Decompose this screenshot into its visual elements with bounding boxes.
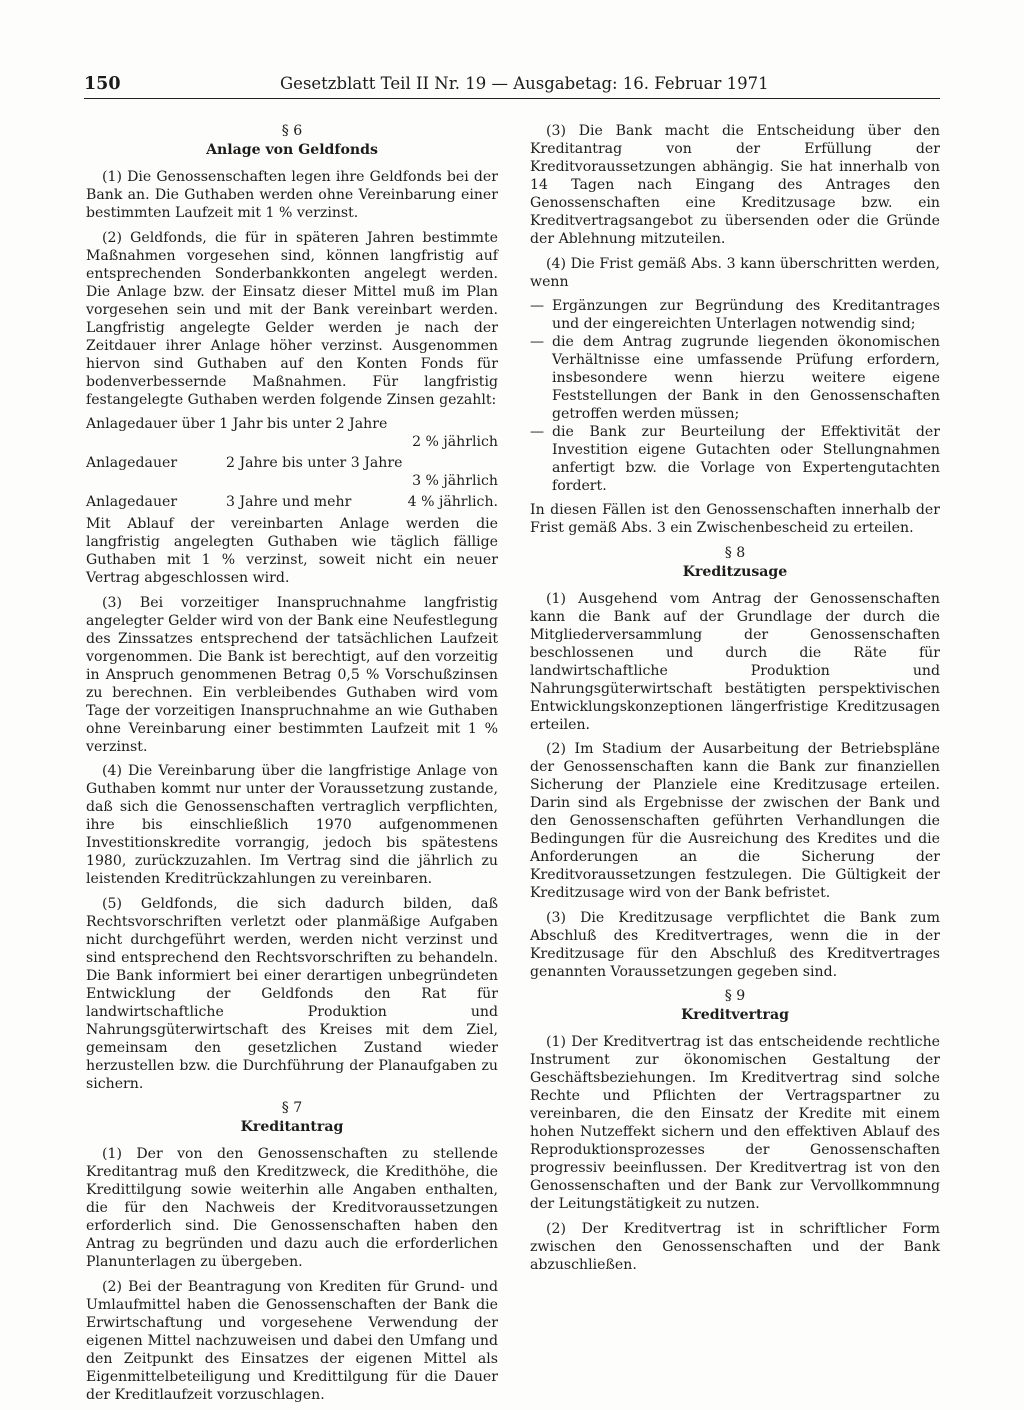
left-column — [86, 122, 498, 1410]
page-number: 150 — [84, 74, 121, 94]
s8-paragraph-2: (2) Im Stadium der Ausarbeitung der Betriebspläne der Genossenschaften kann die Bank zur finanziellen Sicherung der Planziele eine Kreditzusage erteilen. Darin sind als Ergebnisse der zwischen der Bank und den Genossenschaften geführten Verhandlungen die Bedingungen für die Ausreichung des Kredites und die Anforderungen an die Sicherung der Kreditvoraussetzungen festzulegen. Die Gültigkeit der Kreditzusage wird von der Bank befristet. — [530, 741, 940, 901]
s7-paragraph-5: In diesen Fällen ist den Genossenschaften innerhalb der Frist gemäß Abs. 3 ein Zwischenbescheid zu erteilen. — [530, 502, 940, 536]
rate-label: Anlagedauer — [86, 455, 178, 471]
list-item: — die dem Antrag zugrunde liegenden ökonomischen Verhältnisse eine umfassende Prüfung erfordern, insbesondere wenn hierzu weitere eigene Feststellungen der Bank in den Genossenschaften getroffen werden müssen; — [530, 333, 940, 423]
s7-paragraph-4: (4) Die Frist gemäß Abs. 3 kann überschritten werden, wenn — [530, 255, 940, 290]
rate-duration: Anlagedauer über 1 Jahr bis unter 2 Jahre — [86, 416, 388, 432]
rate-row — [86, 454, 498, 490]
section-7-title: Kreditantrag — [240, 1119, 344, 1135]
s8-paragraph-1: (1) Ausgehend vom Antrag der Genossenschaften kann die Bank auf der Grundlage der durch die Mitgliederversammlung der Genossenschaften beschlossenen und durch die Räte für landwirtschaftliche Produktion und Nahrungsgüterwirtschaft bestätigten perspektivischen Entwicklungskonzeptionen längerfristige Kreditzusagen erteilen. — [530, 590, 940, 733]
s7-paragraph-3: (3) Die Bank macht die Entscheidung über den Kreditantrag von der Erfüllung der Kreditvoraussetzungen abhängig. Sie hat innerhalb von 14 Tagen nach Eingang des Antrages den Genossenschaften eine Kreditzusage bzw. ein Kreditvertragsangebot zu übersenden oder die Gründe der Ablehnung mitzuteilen. — [530, 123, 940, 247]
section-9-title: Kreditvertrag — [681, 1007, 789, 1023]
s7-paragraph-2: (2) Bei der Beantragung von Krediten für Grund- und Umlaufmittel haben die Genossenschaften der Bank die Erwirtschaftung und vorgesehene Verwendung der eigenen Mittel nachzuweisen und dabei den Umfang und den Zeitpunkt des Einsatzes der eigenen Mittel als Eigenmittelbeteiligung und Kredittilgung für die Dauer der Kreditlaufzeit vorzuschlagen. — [86, 1278, 498, 1403]
interest-rate-table — [86, 415, 498, 511]
s6-paragraph-3: (3) Bei vorzeitiger Inanspruchnahme langfristig angelegter Gelder wird von der Bank eine Neufestlegung des Zinssatzes entsprechend der tatsächlichen Laufzeit vorgenommen. Die Bank ist berechtigt, auf den vorzeitig in Anspruch genommenen Betrag 0,5 % Vorschußzinsen zu berechnen. Ein verbleibendes Guthaben wird vom Tage der vorzeitigen Inanspruchnahme an wie Guthaben ohne Vereinbarung einer bestimmten Laufzeit mit 1 % verzinst. — [86, 594, 498, 755]
rate-label: Anlagedauer — [86, 494, 178, 510]
s6-paragraph-2-continued: Mit Ablauf der vereinbarten Anlage werden die langfristig angelegten Guthaben wie täglich fällige Guthaben mit 1 % verzinst, soweit nicht ein neuer Vertrag abgeschlossen wird. — [86, 516, 498, 586]
list-item: — Ergänzungen zur Begründung des Kreditantrages und der eingereichten Unterlagen notwendig sind; — [530, 297, 940, 333]
s9-paragraph-1: (1) Der Kreditvertrag ist das entscheidende rechtliche Instrument zur ökonomischen Gestaltung der Geschäftsbeziehungen. Im Kreditvertrag sind solche Rechte und Pflichten der Vertragspartner zu vereinbaren, die den Einsatz der Kredite mit einem hohen Nutzeffekt sichern und den effektiven Ablauf des Reproduktionsprozesses der Genossenschaften progressiv beeinflussen. Der Kreditvertrag ist von den Genossenschaften und der Bank zur Vervollkommnung der Leitungstätigkeit zu nutzen. — [530, 1034, 940, 1212]
rate-duration: 2 Jahre bis unter 3 Jahre — [226, 455, 403, 471]
rate-value: 4 % jährlich. — [407, 494, 498, 510]
rate-value: 3 % jährlich — [412, 473, 498, 489]
section-8-number: § 8 — [724, 544, 746, 561]
s6-paragraph-2: (2) Geldfonds, die für in späteren Jahren bestimmte Maßnahmen vorgesehen sind, können langfristig auf entsprechenden Sonderbankkonten angelegt werden. Die Anlage bzw. der Einsatz dieser Mittel muß im Plan vorgesehen sein und mit der Bank vereinbart werden. Langfristig angelegte Gelder werden je nach der Zeitdauer ihrer Anlage höher verzinst. Ausgenommen hiervon sind Guthaben auf den Konten Fonds für bodenverbessernde Maßnahmen. Für langfristig festangelegte Guthaben werden folgende Zinsen gezahlt: — [86, 229, 498, 408]
rate-row — [86, 493, 498, 511]
s6-paragraph-4: (4) Die Vereinbarung über die langfristige Anlage von Guthaben kommt nur unter der Voraussetzung zustande, daß sich die Genossenschaften vertraglich verpflichten, ihre bis einschließlich 1970 aufgenommenen Investitionskredite vorrangig, jedoch bis spätestens 1980, zurückzuzahlen. Im Vertrag sind die jährlich zu leistenden Kreditrückzahlungen zu vereinbaren. — [86, 763, 498, 887]
section-9-number: § 9 — [724, 988, 746, 1004]
running-title: Gesetzblatt Teil II Nr. 19 — Ausgabetag: 16. Februar 1971 — [280, 74, 769, 93]
rate-duration: 3 Jahre und mehr — [226, 494, 352, 510]
s9-paragraph-2: (2) Der Kreditvertrag ist in schriftlicher Form zwischen den Genossenschaften und der Bank abzuschließen. — [530, 1220, 940, 1273]
section-6-title: Anlage von Geldfonds — [206, 142, 378, 158]
rate-value: 2 % jährlich — [412, 434, 498, 450]
right-column — [530, 122, 940, 1280]
page-header — [84, 74, 940, 99]
condition-list — [530, 297, 940, 495]
list-item: — die Bank zur Beurteilung der Effektivität der Investition eigene Gutachten oder Stellungnahmen anfertigt bzw. die Vorlage von Expertengutachten fordert. — [530, 423, 940, 495]
section-7-number: § 7 — [281, 1100, 303, 1116]
section-8-title: Kreditzusage — [682, 563, 788, 580]
rate-row — [86, 415, 498, 451]
section-6-number: § 6 — [281, 123, 303, 139]
s6-paragraph-5: (5) Geldfonds, die sich dadurch bilden, daß Rechtsvorschriften verletzt oder planmäßige Aufgaben nicht durchgeführt werden, werden nicht verzinst und sind entsprechend den Rechtsvorschriften zu behandeln. Die Bank informiert bei einer derartigen unbegründeten Entwicklung der Geldfonds den Rat für landwirtschaftliche Produktion und Nahrungsgüterwirtschaft des Kreises mit dem Ziel, gemeinsam den gesetzlichen Zustand wieder herzustellen bzw. die Durchführung der Planaufgaben zu sichern. — [86, 895, 498, 1092]
s8-paragraph-3: (3) Die Kreditzusage verpflichtet die Bank zum Abschluß des Kreditvertrages, wenn die in der Kreditzusage für den Abschluß des Kreditvertrages genannten Voraussetzungen gegeben sind. — [530, 909, 940, 980]
s7-paragraph-1: (1) Der von den Genossenschaften zu stellende Kreditantrag muß den Kreditzweck, die Kredithöhe, die Kredittilgung sowie weiterhin alle Angaben enthalten, die für den Nachweis der Kreditvoraussetzungen erforderlich sind. Die Genossenschaften haben den Antrag zu begründen und dazu auch die erforderlichen Planunterlagen zu übergeben. — [86, 1146, 498, 1270]
s6-paragraph-1: (1) Die Genossenschaften legen ihre Geldfonds bei der Bank an. Die Guthaben werden ohne Vereinbarung einer bestimmten Laufzeit mit 1 % verzinst. — [86, 169, 498, 221]
